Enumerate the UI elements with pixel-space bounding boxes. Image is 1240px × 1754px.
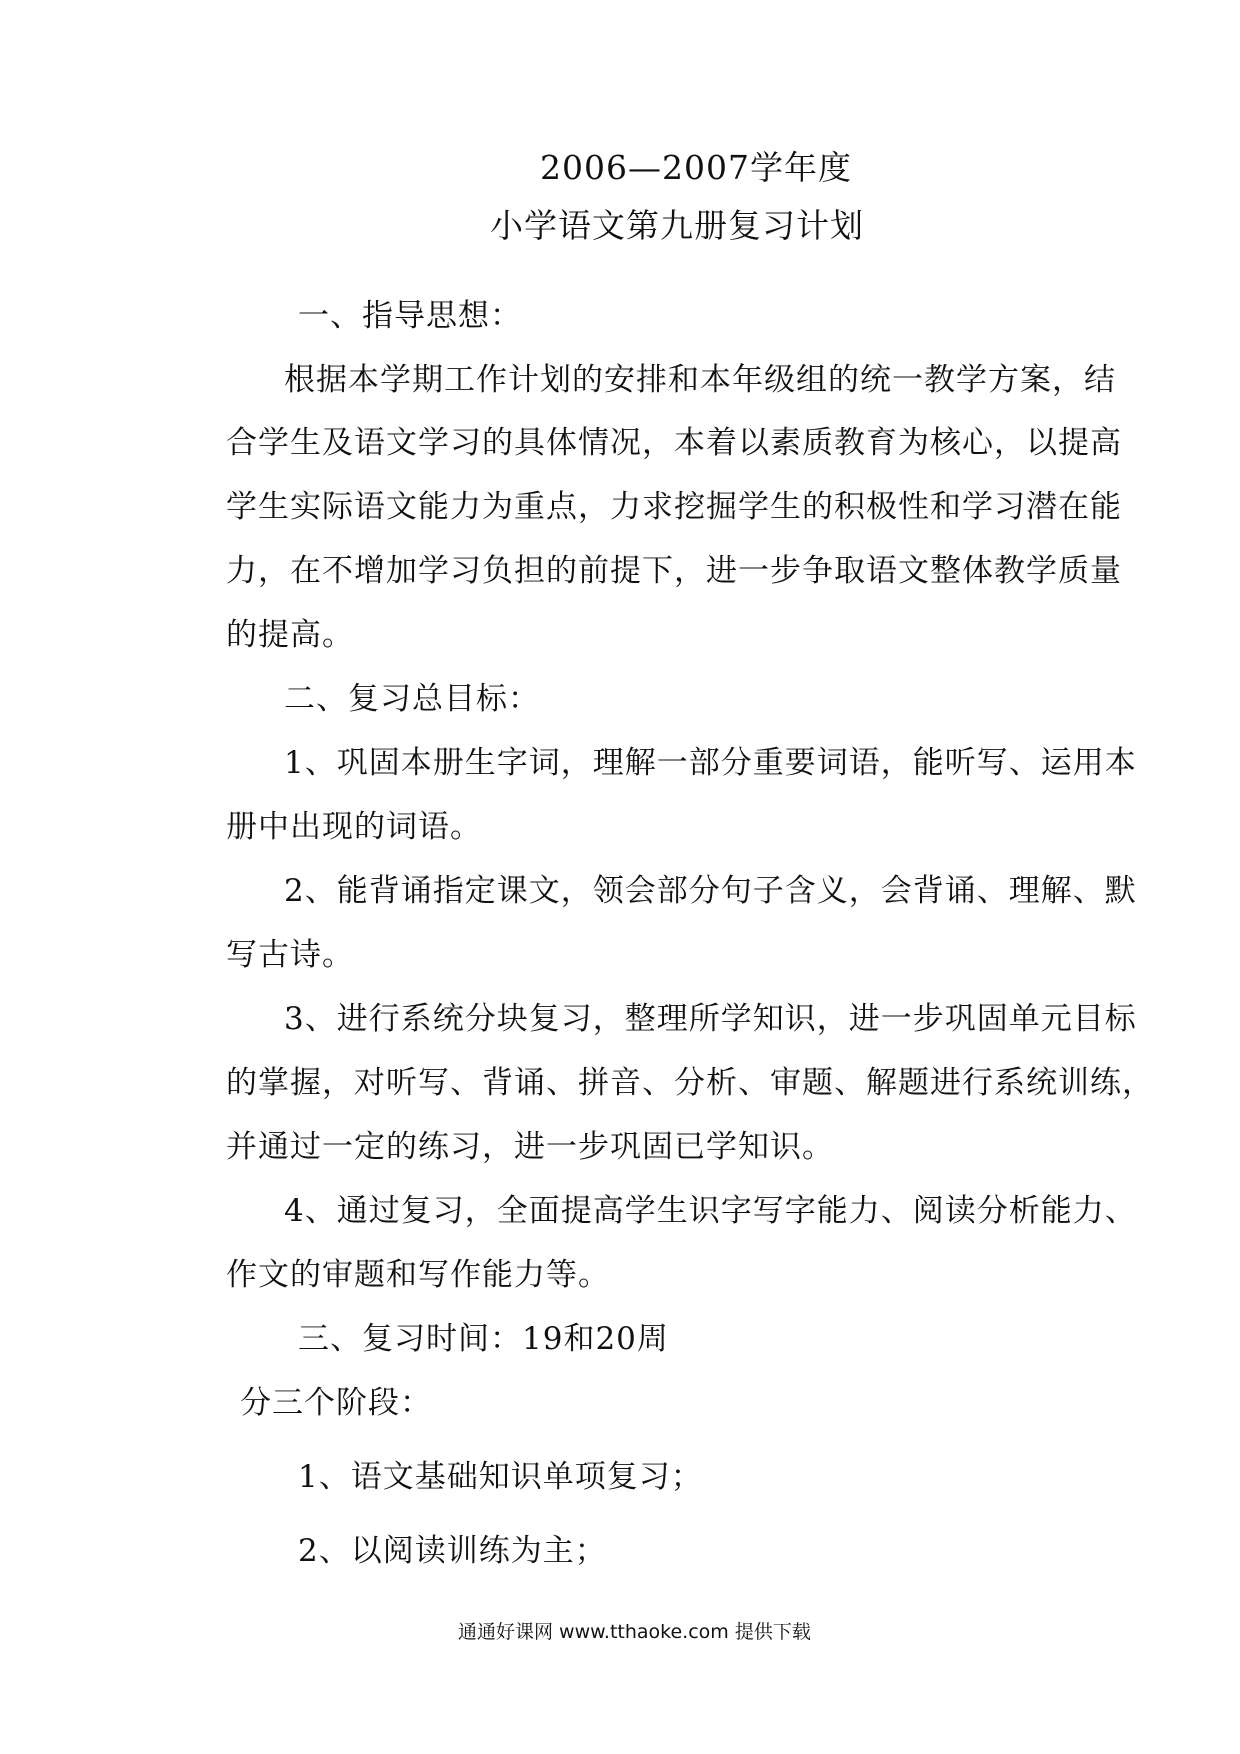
goal-2-line: 写古诗。: [226, 937, 354, 973]
section1-line: 合学生及语文学习的具体情况，本着以素质教育为核心，以提高: [226, 425, 1122, 461]
stages-intro: 分三个阶段：: [240, 1385, 432, 1421]
section1-line: 根据本学期工作计划的安排和本年级组的统一教学方案，结: [284, 362, 1116, 398]
section1-heading: 一、指导思想：: [298, 298, 522, 334]
goal-4-line: 作文的审题和写作能力等。: [226, 1257, 610, 1293]
section1-line: 的提高。: [226, 617, 354, 653]
goal-1-line: 册中出现的词语。: [226, 809, 482, 845]
goal-3-line: 3、进行系统分块复习，整理所学知识，进一步巩固单元目标: [284, 1001, 1137, 1037]
goal-3-line: 并通过一定的练习，进一步巩固已学知识。: [226, 1129, 834, 1165]
stage-item: 2、以阅读训练为主；: [298, 1533, 607, 1569]
section3-heading: 三、复习时间：19和20周: [298, 1321, 669, 1357]
stage-item: 1、语文基础知识单项复习；: [298, 1459, 703, 1495]
section1-line: 学生实际语文能力为重点，力求挖掘学生的积极性和学习潜在能: [226, 489, 1122, 525]
goal-2-line: 2、能背诵指定课文，领会部分句子含义，会背诵、理解、默: [284, 873, 1137, 909]
doc-title-line2: 小学语文第九册复习计划: [490, 206, 864, 245]
goal-4-line: 4、通过复习，全面提高学生识字写字能力、阅读分析能力、: [284, 1193, 1137, 1229]
footer-text: 通通好课网 www.tthaoke.com 提供下载: [458, 1621, 811, 1643]
doc-title-line1: 2006—2007学年度: [540, 148, 852, 187]
goal-1-line: 1、巩固本册生字词，理解一部分重要词语，能听写、运用本: [284, 745, 1137, 781]
goal-3-line: 的掌握，对听写、背诵、拼音、分析、审题、解题进行系统训练，: [226, 1065, 1154, 1101]
section2-heading: 二、复习总目标：: [284, 681, 540, 717]
section1-line: 力，在不增加学习负担的前提下，进一步争取语文整体教学质量: [226, 553, 1122, 589]
